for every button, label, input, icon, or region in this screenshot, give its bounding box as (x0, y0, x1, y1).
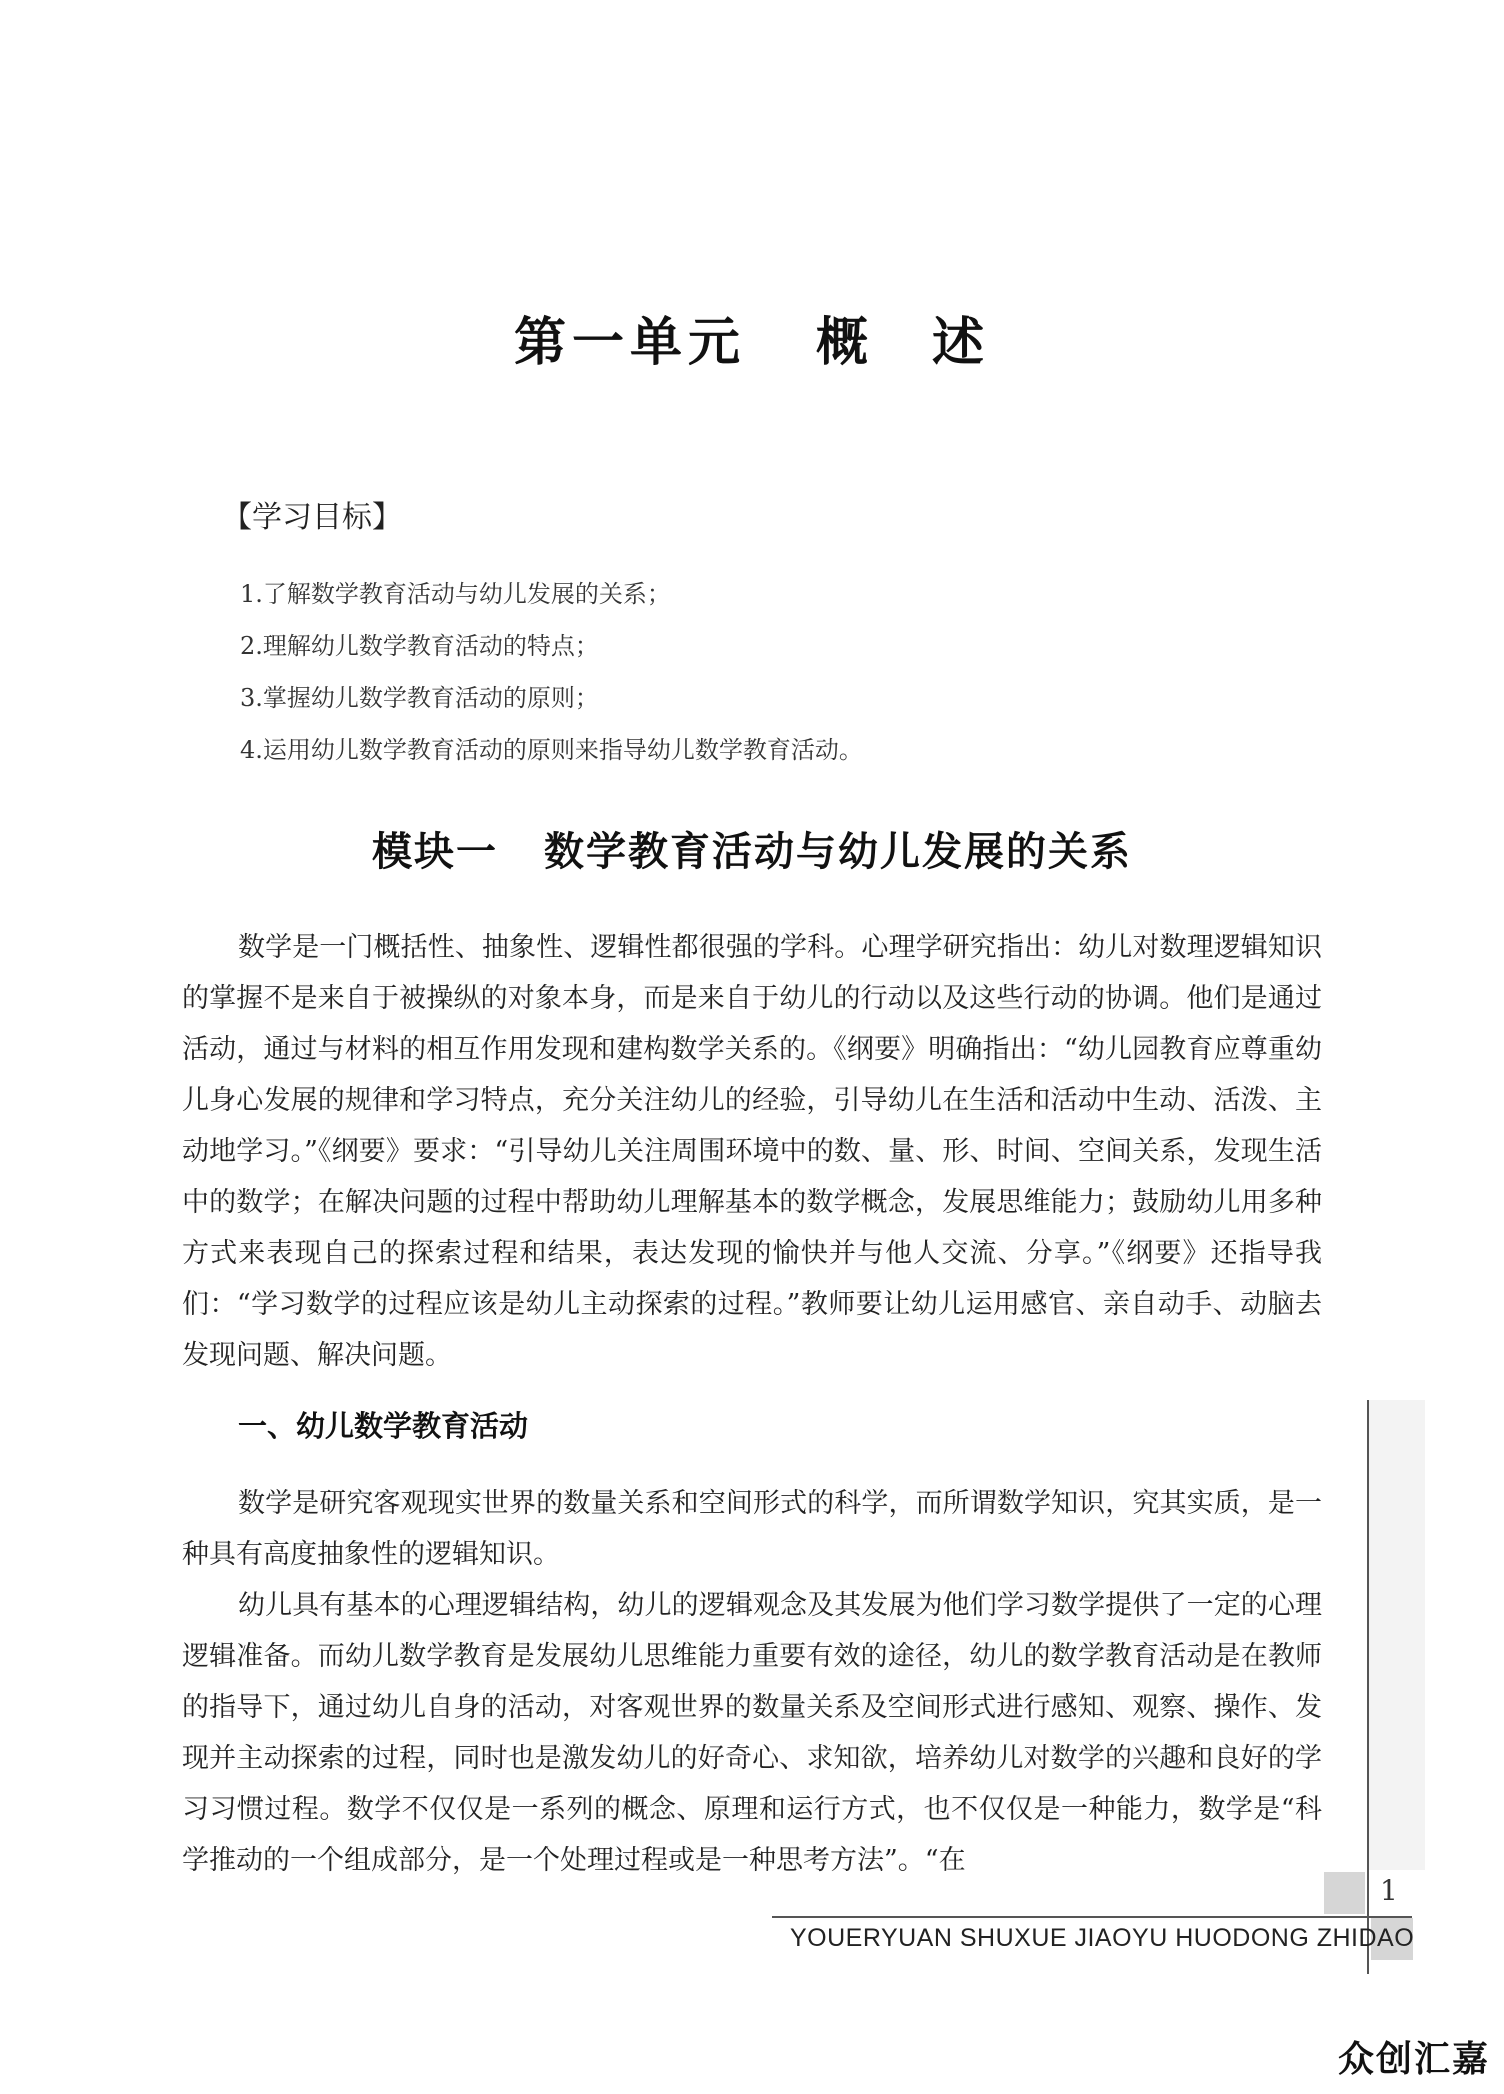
unit-title-word-1: 概 (815, 313, 874, 373)
module-title-label: 模块一 (372, 828, 498, 875)
learning-goal-item: 3.掌握幼儿数学教育活动的原则； (240, 684, 599, 712)
decorative-frame-vertical-line (1367, 1400, 1369, 1974)
unit-title (0, 300, 1504, 375)
watermark-logo: 众创汇嘉 (1337, 2039, 1490, 2080)
running-footer: YOUERYUAN SHUXUE JIAOYU HUODONG ZHIDAO (790, 1924, 1415, 1952)
decorative-frame-box (1324, 1872, 1365, 1914)
footer-rule (772, 1916, 1412, 1918)
section-heading: 一、幼儿数学教育活动 (238, 1409, 529, 1443)
learning-goals-heading: 【学习目标】 (222, 500, 402, 535)
unit-title-label: 第一单元 (513, 313, 746, 373)
body-paragraph-1: 数学是一门概括性、抽象性、逻辑性都很强的学科。心理学研究指出：幼儿对数理逻辑知识的掌握不是来自于被操纵的对象本身，而是来自于幼儿的行动以及这些行动的协调。他们是通过活动，通过与材料的相互作用发现和建构数学关系的。《纲要》明确指出：“幼儿园教育应尊重幼儿身心发展的规律和学习特点，充分关注幼儿的经验，引导幼儿在生活和活动中生动、活泼、主动地学习。”《纲要》要求：“引导幼儿关注周围环境中的数、量、形、时间、空间关系，发现生活中的数学；在解决问题的过程中帮助幼儿理解基本的数学概念，发展思维能力；鼓励幼儿用多种方式来表现自己的探索过程和结果，表达发现的愉快并与他人交流、分享。”《纲要》还指导我们：“学习数学的过程应该是幼儿主动探索的过程。”教师要让幼儿运用感官、亲自动手、动脑去发现问题、解决问题。 (182, 932, 1322, 1371)
learning-goal-item: 1.了解数学教育活动与幼儿发展的关系； (240, 580, 671, 608)
section-paragraph-2: 幼儿具有基本的心理逻辑结构，幼儿的逻辑观念及其发展为他们学习数学提供了一定的心理逻辑准备。而幼儿数学教育是发展幼儿思维能力重要有效的途径，幼儿的数学教育活动是在教师的指导下，通过幼儿自身的活动，对客观世界的数量关系及空间形式进行感知、观察、操作、发现并主动探索的过程，同时也是激发幼儿的好奇心、求知欲，培养幼儿对数学的兴趣和良好的学习习惯过程。数学不仅仅是一系列的概念、原理和运行方式，也不仅仅是一种能力，数学是“科学推动的一个组成部分，是一个处理过程或是一种思考方法”。“在 (182, 1590, 1322, 1876)
page-number: 1 (1380, 1874, 1398, 1907)
learning-goal-item: 4.运用幼儿数学教育活动的原则来指导幼儿数学教育活动。 (240, 736, 863, 764)
unit-title-word-2: 述 (932, 313, 991, 373)
learning-goals-list (240, 568, 863, 776)
learning-goal-item: 2.理解幼儿数学教育活动的特点； (240, 632, 599, 660)
module-title-text: 数学教育活动与幼儿发展的关系 (544, 828, 1132, 875)
decorative-frame-shade (1369, 1400, 1425, 1870)
module-title (0, 820, 1504, 877)
section-paragraph-1: 数学是研究客观现实世界的数量关系和空间形式的科学，而所谓数学知识，究其实质，是一种具有高度抽象性的逻辑知识。 (182, 1488, 1322, 1570)
